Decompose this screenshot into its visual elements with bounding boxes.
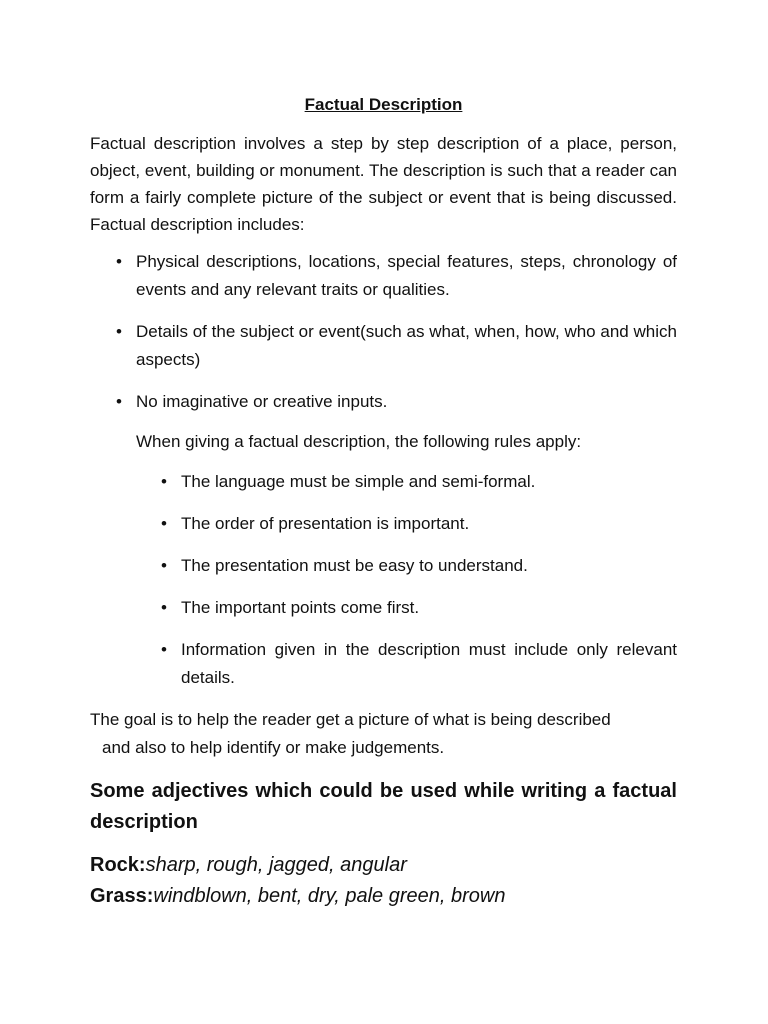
list-item: • Physical descriptions, locations, special features, steps, chronology of events and any relevant traits or qualities. [136,248,677,304]
list-item: • No imaginative or creative inputs. [136,388,677,416]
intro-paragraph: Factual description involves a step by step description of a place, person, object, event, building or monument. The description is such that a reader can form a fairly complete picture of the subject or event that is being discussed. Factual description includes: [90,134,677,234]
document-page [90,92,677,912]
list-item: • The important points come first. [181,594,677,622]
goal-line-1: The goal is to help the reader get a picture of what is being described [90,710,611,729]
list-item: • Information given in the description must include only relevant details. [181,636,677,692]
adjective-term: Rock: [90,854,146,876]
adjectives-heading: Some adjectives which could be used while writing a factual description [90,780,677,833]
adjective-term: Grass: [90,885,154,907]
list-item: • The order of presentation is important. [181,510,677,538]
adjective-entry-rock [90,850,677,881]
list-item: • The language must be simple and semi-formal. [181,468,677,496]
list-item: • Details of the subject or event(such as what, when, how, who and which aspects) [136,318,677,374]
document-title: Factual Description [304,95,463,114]
adjective-words: windblown, bent, dry, pale green, brown [153,885,506,907]
includes-list [90,248,677,416]
goal-line-2: and also to help identify or make judgements. [102,738,445,757]
goal-paragraph [90,706,677,762]
rules-list [90,468,677,692]
rules-intro: When giving a factual description, the following rules apply: [136,432,582,451]
list-item: • The presentation must be easy to understand. [181,552,677,580]
adjective-entry-grass [90,881,677,912]
adjective-words: sharp, rough, jagged, angular [145,854,407,876]
